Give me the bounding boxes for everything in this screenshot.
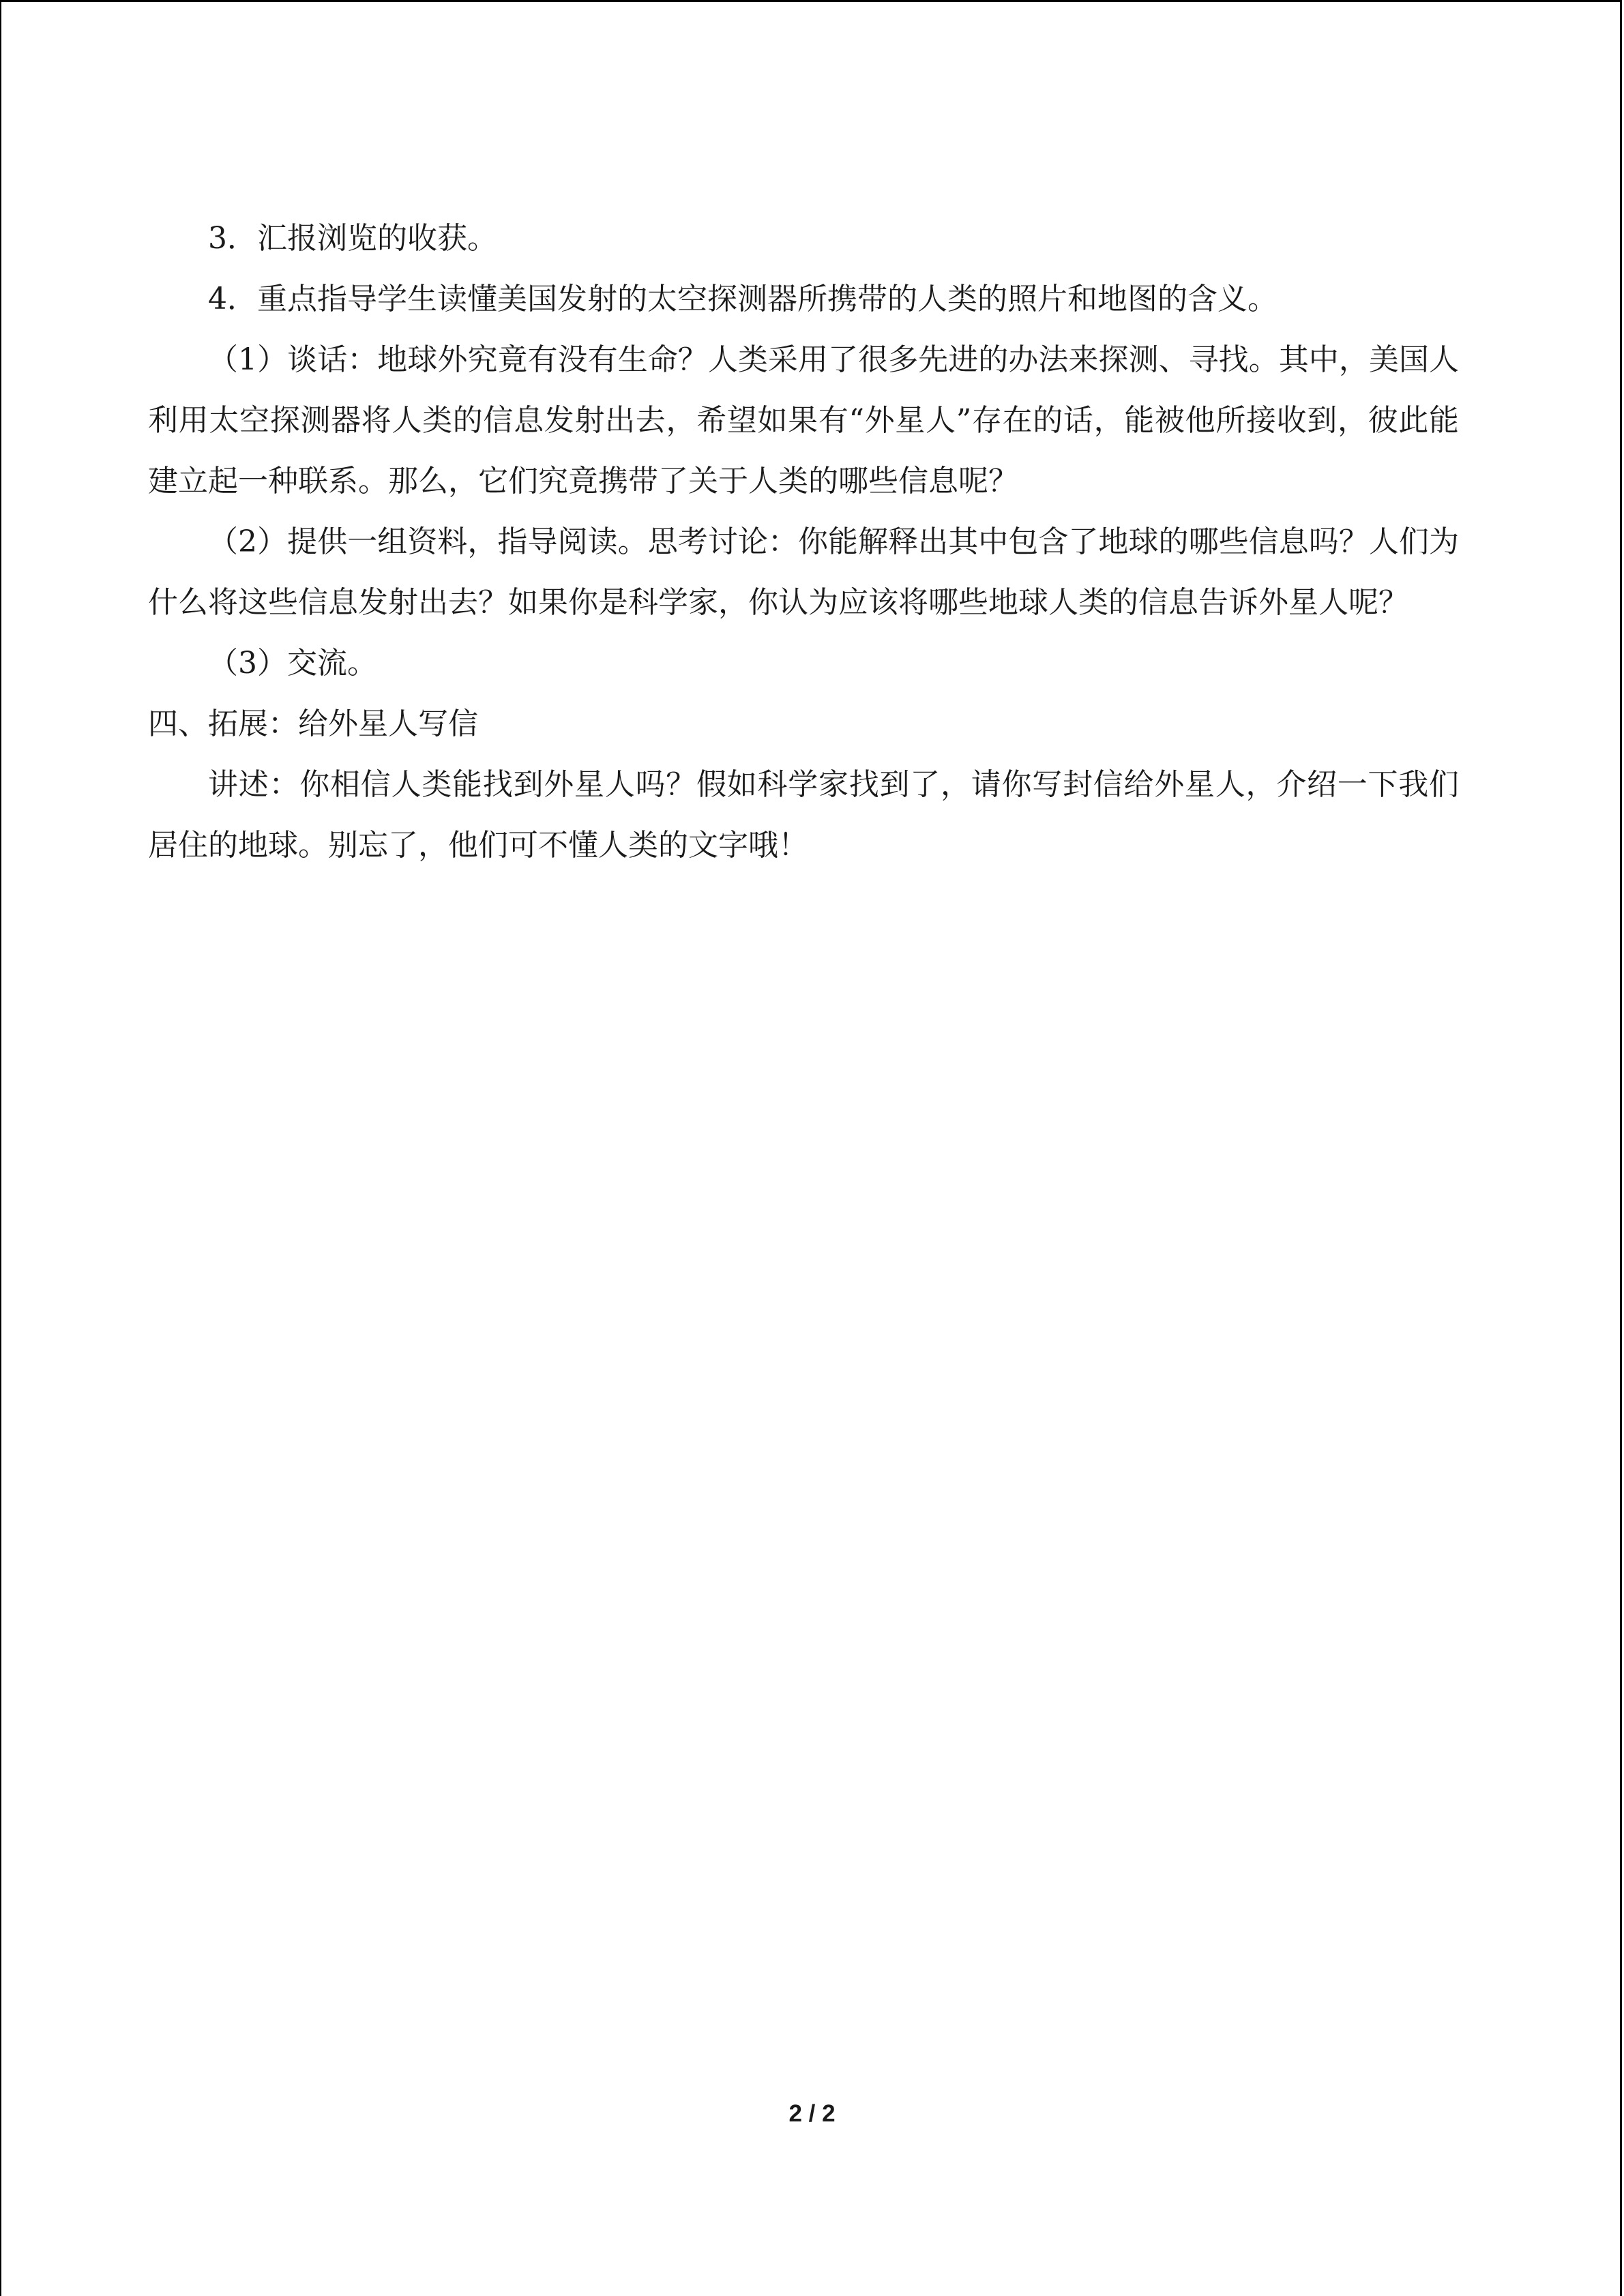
- document-body: [148, 208, 1459, 876]
- paragraph-narration: 讲述：你相信人类能找到外星人吗？假如科学家找到了，请你写封信给外星人，介绍一下我们居住的地球。别忘了，他们可不懂人类的文字哦！: [148, 767, 1459, 863]
- page-number: 2 / 2: [788, 2100, 836, 2127]
- paragraph-step-4: 4．重点指导学生读懂美国发射的太空探测器所携带的人类的照片和地图的含义。: [208, 282, 1278, 316]
- paragraph-sub-1: （1）谈话：地球外究竟有没有生命？人类采用了很多先进的办法来探测、寻找。其中，美国人利用太空探测器将人类的信息发射出去，希望如果有“外星人”存在的话，能被他所接收到，彼此能建立起一种联系。那么，它们究竟携带了关于人类的哪些信息呢？: [148, 342, 1459, 498]
- paragraph-sub-2: （2）提供一组资料，指导阅读。思考讨论：你能解释出其中包含了地球的哪些信息吗？人们为什么将这些信息发射出去？如果你是科学家，你认为应该将哪些地球人类的信息告诉外星人呢？: [148, 524, 1459, 620]
- paragraph-step-3: 3．汇报浏览的收获。: [208, 221, 497, 256]
- section-heading-extension: 四、拓展：给外星人写信: [148, 706, 478, 741]
- paragraph-sub-3: （3）交流。: [208, 646, 377, 681]
